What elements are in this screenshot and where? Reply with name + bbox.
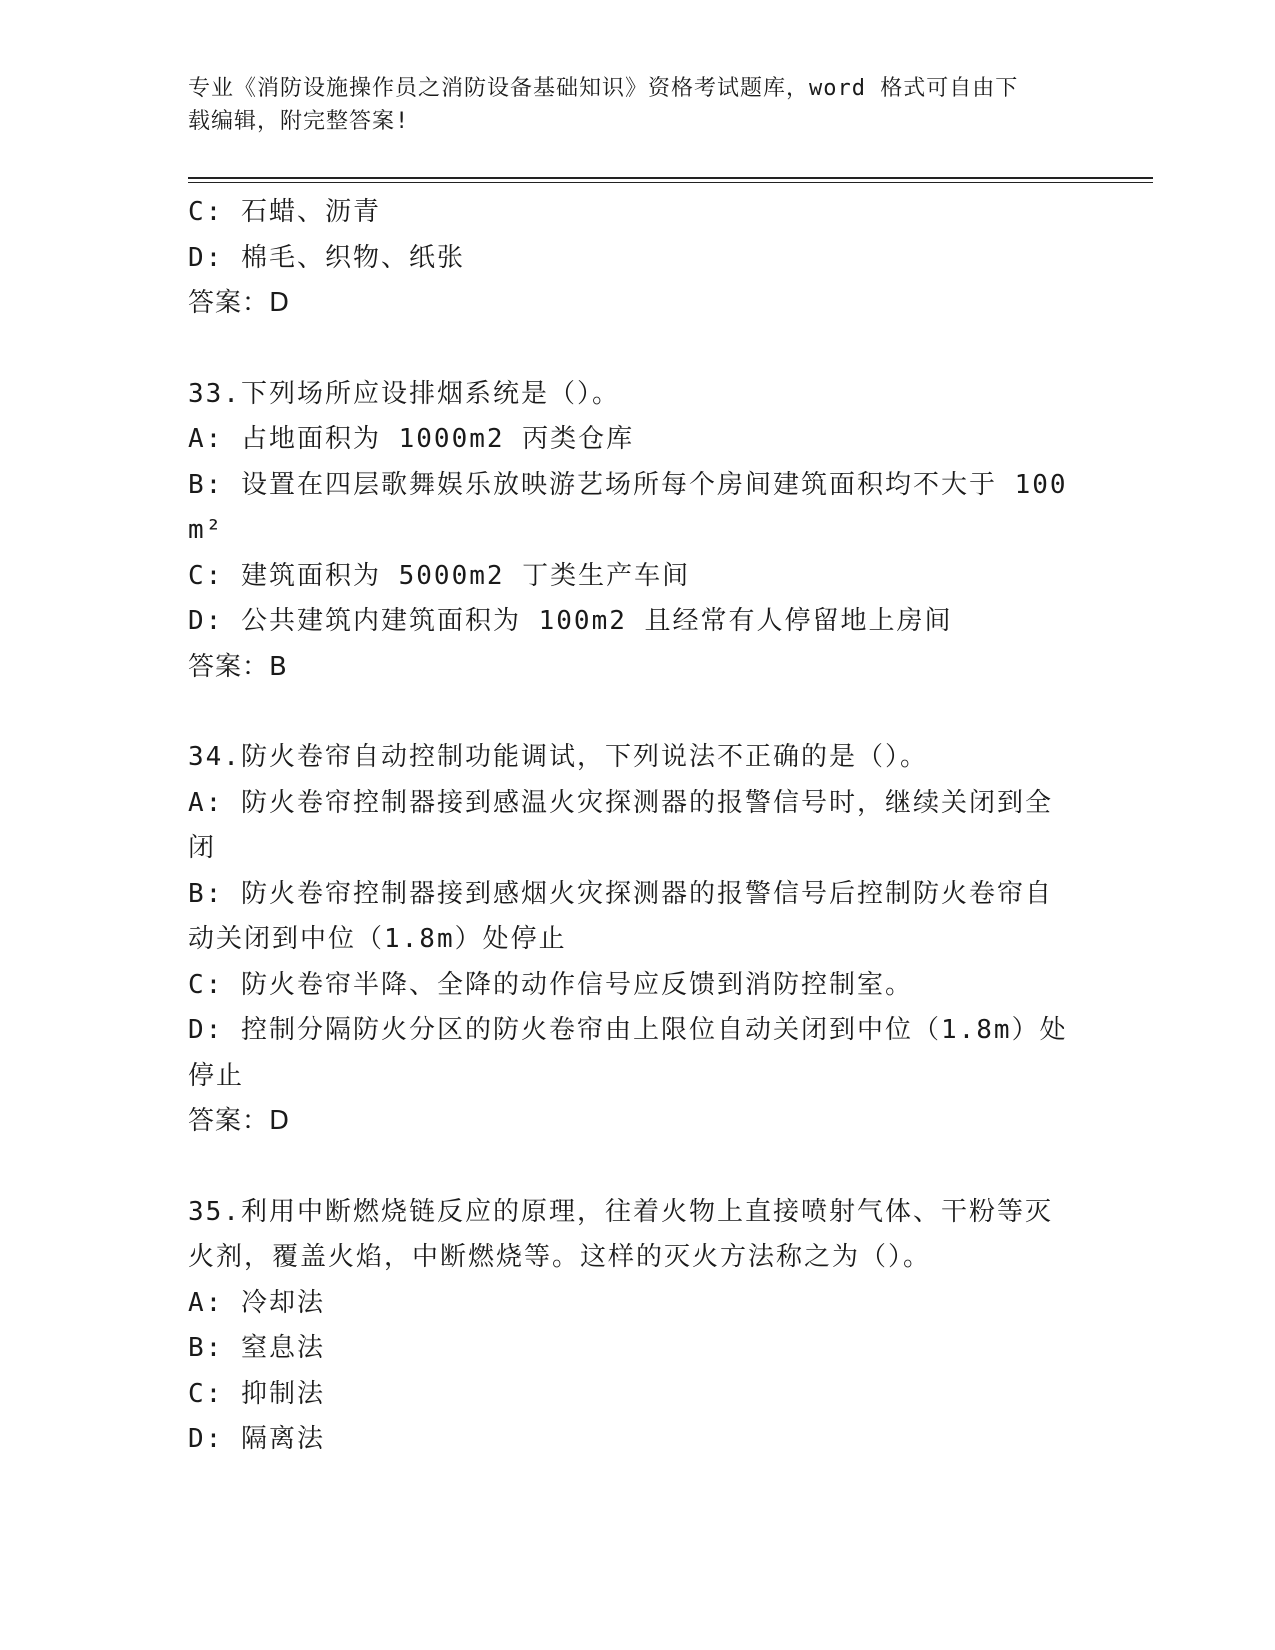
option-b-continued: m²: [188, 515, 224, 545]
header-divider-thick: [188, 177, 1153, 179]
answer-line: 答案：B: [188, 651, 288, 682]
option-b: B: 窒息法: [188, 1333, 325, 1363]
answer-line: 答案：D: [188, 288, 291, 318]
option-c: C: 防火卷帘半降、全降的动作信号应反馈到消防控制室。: [188, 969, 913, 1000]
option-a: A: 冷却法: [188, 1287, 325, 1318]
option-a: A: 防火卷帘控制器接到感温火灾探测器的报警信号时，继续关闭到全: [188, 787, 1053, 818]
question-list: [188, 190, 1088, 1463]
question-stem-continued: 火剂，覆盖火焰，中断燃烧等。这样的灭火方法称之为（）。: [188, 1242, 932, 1272]
question-33: [188, 372, 1088, 691]
document-header: [188, 72, 1068, 138]
option-d: D: 隔离法: [188, 1424, 325, 1454]
answer-line: 答案：D: [188, 1106, 291, 1136]
question-stem: 34.防火卷帘自动控制功能调试，下列说法不正确的是（）。: [188, 742, 928, 772]
option-c: C: 建筑面积为 5000m2 丁类生产车间: [188, 560, 691, 591]
option-d: D: 公共建筑内建筑面积为 100m2 且经常有人停留地上房间: [188, 606, 953, 636]
header-divider-thin: [188, 182, 1153, 183]
option-a-continued: 闭: [188, 833, 217, 863]
header-line-2: 载编辑，附完整答案!: [188, 109, 410, 134]
option-b-continued: 动关闭到中位（1.8m）处停止: [188, 924, 567, 954]
question-stem: 35.利用中断燃烧链反应的原理，往着火物上直接喷射气体、干粉等灭: [188, 1196, 1053, 1227]
question-34: [188, 735, 1088, 1145]
option-c: C: 抑制法: [188, 1378, 325, 1409]
option-c: C: 石蜡、沥青: [188, 197, 381, 227]
option-a: A: 占地面积为 1000m2 丙类仓库: [188, 424, 635, 454]
header-line-1: 专业《消防设施操作员之消防设备基础知识》资格考试题库，word 格式可自由下: [188, 76, 1019, 101]
option-d: D: 棉毛、织物、纸张: [188, 242, 465, 273]
option-d: D: 控制分隔防火分区的防火卷帘由上限位自动关闭到中位（1.8m）处: [188, 1015, 1068, 1045]
question-35: [188, 1190, 1088, 1463]
option-b: B: 设置在四层歌舞娱乐放映游艺场所每个房间建筑面积均不大于 100: [188, 469, 1068, 500]
question-32-tail: [188, 190, 1088, 327]
option-b: B: 防火卷帘控制器接到感烟火灾探测器的报警信号后控制防火卷帘自: [188, 878, 1053, 909]
question-stem: 33.下列场所应设排烟系统是（）。: [188, 378, 620, 409]
option-d-continued: 停止: [188, 1060, 245, 1091]
